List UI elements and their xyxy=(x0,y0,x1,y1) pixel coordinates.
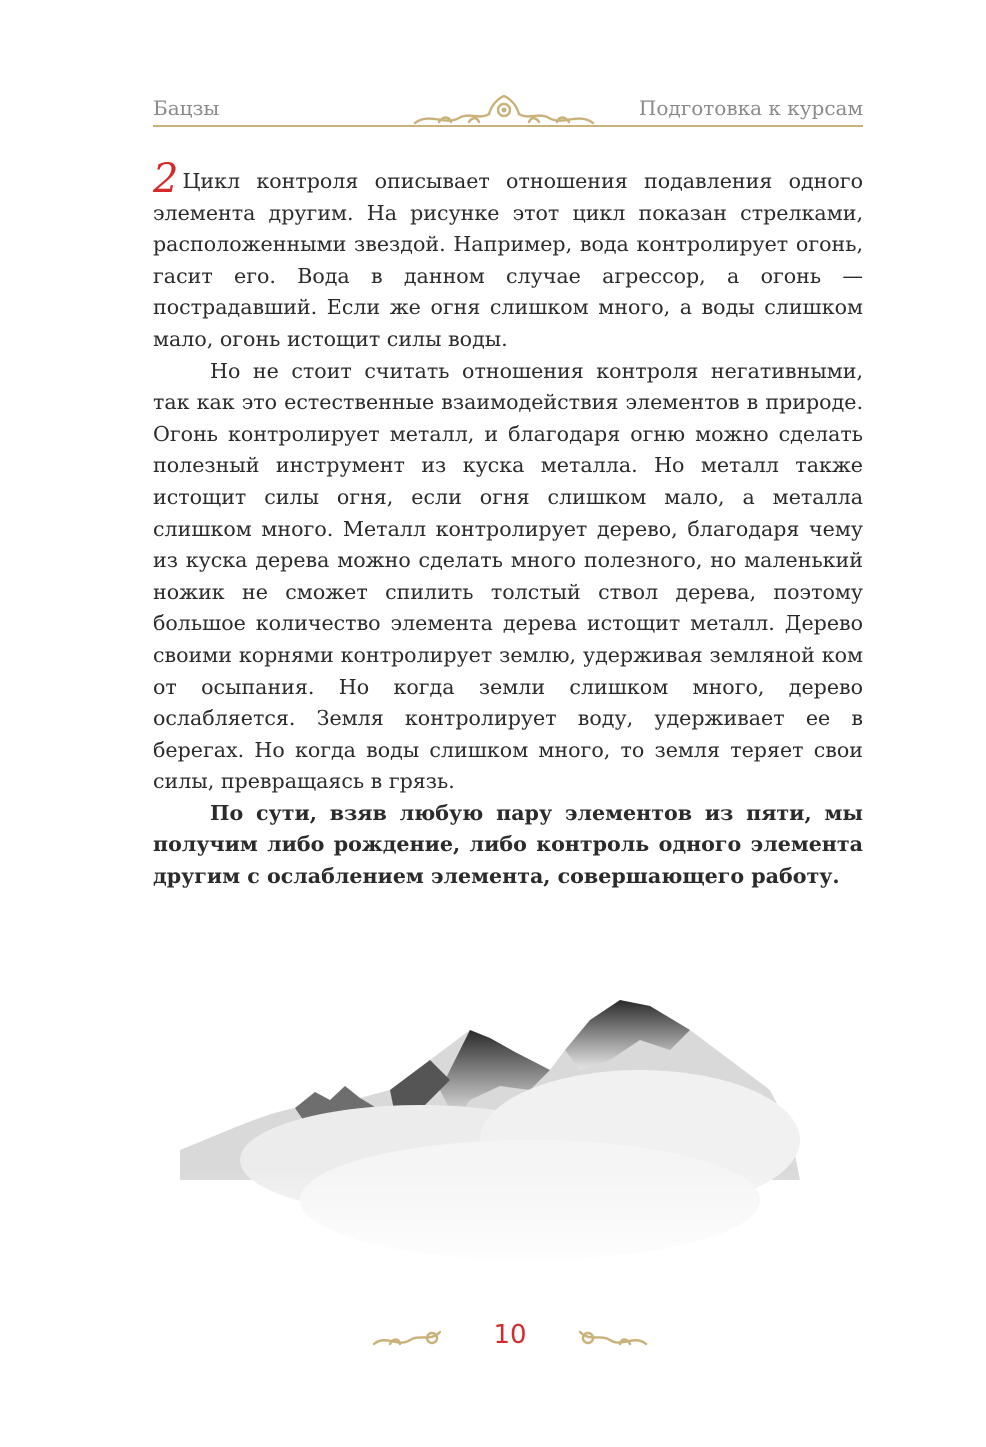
page-number: 10 xyxy=(493,1320,527,1350)
main-text xyxy=(153,156,863,893)
paragraph-2: Но не стоит считать отношения контроля негативными, так как это естественные взаимодействия элементов в природе. Огонь контролирует металл, и благодаря огню можно сделать полезный инструмент из куска металла. Но металл также истощит силы огня, если огня слишком мало, а металла слишком много. Металл контролирует дерево, благодаря чему из куска дерева можно сделать много полезного, но маленький ножик не сможет спилить толстый ствол дерева, поэтому большое количество элемента дерева истощит металл. Дерево своими корнями контролирует землю, удерживая земляной ком от осыпания. Но когда земли слишком много, дерево ослабляется. Земля контролирует воду, удерживает ее в берегах. Но когда воды слишком много, то земля теряет свои силы, превращаясь в грязь. xyxy=(153,358,863,794)
header-section-title: Подготовка к курсам xyxy=(638,96,863,120)
paragraph-1 xyxy=(153,156,863,356)
mountain-ink-illustration xyxy=(170,990,810,1280)
paragraph-3: По сути, взяв любую пару элементов из пяти, мы получим либо рождение, либо контроль одного элемента другим с ослаблением элемента, совершающего работу. xyxy=(153,800,863,889)
drop-cap: 2 xyxy=(153,156,179,202)
page-footer xyxy=(370,1316,650,1360)
paragraph-1-text: Цикл контроля описывает отношения подавления одного элемента другим. На рисунке этот цикл показан стрелками, расположенными звездой. Например, вода контролирует огонь, гасит его. Вода в данном случае агрессор, а огонь — пострадавший. Если же огня слишком много, а воды слишком мало, огонь истощит силы воды. xyxy=(153,169,863,351)
footer-right-ornament-icon xyxy=(570,1322,650,1352)
header-book-title: Бацзы xyxy=(153,96,220,120)
header-ornament-icon xyxy=(409,92,599,132)
running-header xyxy=(153,92,863,128)
footer-left-ornament-icon xyxy=(370,1322,450,1352)
